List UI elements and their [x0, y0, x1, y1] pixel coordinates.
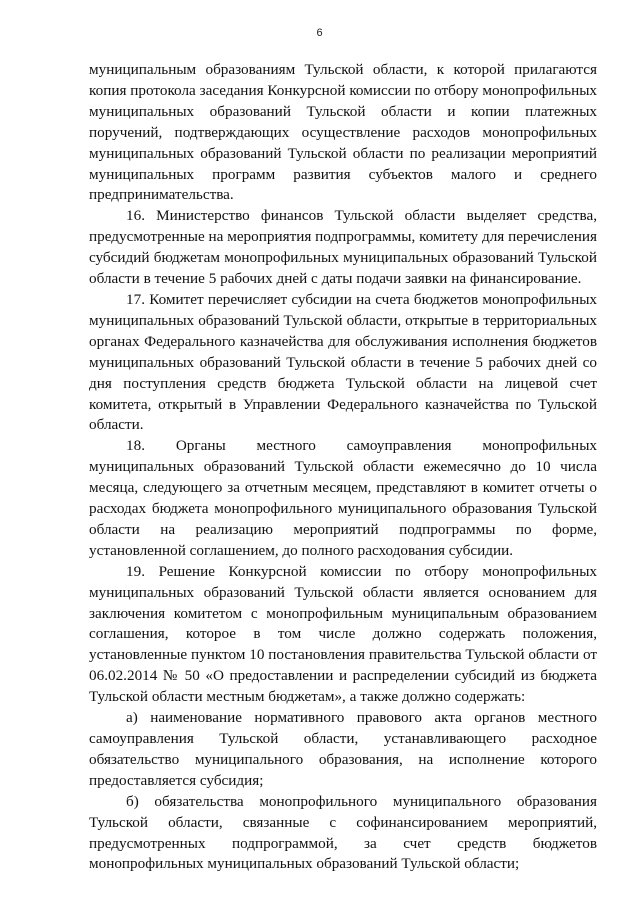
document-body — [89, 60, 597, 875]
paragraph-continuation: муниципальным образованиям Тульской области, к которой прилагаются копия протокола заседания Конкурсной комиссии по отбору монопрофильных муниципальных образований Тульской области и копии платежных поручений, подтверждающих осуществление расходов монопрофильных муниципальных образований Тульской области по реализации мероприятий муниципальных программ развития субъектов малого и среднего предпринимательства. — [89, 61, 597, 204]
paragraph-item-17: 17. Комитет перечисляет субсидии на счета бюджетов монопрофильных муниципальных образований Тульской области, открытые в территориальных органах Федерального казначейства для обслуживания исполнения бюджетов муниципальных образований Тульской области в течение 5 рабочих дней со дня поступления средств бюджета Тульской области на лицевой счет комитета, открытый в Управлении Федерального казначейства по Тульской области. — [89, 290, 597, 434]
paragraph-subitem-b: б) обязательства монопрофильного муниципального образования Тульской области, связанные с софинансированием мероприятий, предусмотренных подпрограммой, за счет средств бюджетов монопрофильных муниципальных образований Тульской области; — [89, 792, 597, 873]
page-number: 6 — [316, 27, 323, 39]
paragraph-item-16: 16. Министерство финансов Тульской области выделяет средства, предусмотренные на мероприятия подпрограммы, комитету для перечисления субсидий бюджетам монопрофильных муниципальных образований Тульской области в течение 5 рабочих дней с даты подачи заявки на финансирование. — [89, 207, 597, 288]
paragraph-subitem-a: а) наименование нормативного правового акта органов местного самоуправления Тульской области, устанавливающего расходное обязательство муниципального образования, на исполнение которого предоставляется субсидия; — [89, 709, 597, 789]
paragraph-item-19: 19. Решение Конкурсной комиссии по отбору монопрофильных муниципальных образований Тульской области является основанием для заключения комитетом с монопрофильным муниципальным образованием соглашения, которое в том числе должно содержать положения, установленные пунктом 10 постановления правительства Тульской области от 06.02.2014 № 50 «О предоставлении и распределении субсидий из бюджета Тульской области местным бюджетам», а также должно содержать: — [89, 562, 597, 706]
paragraph-item-18: 18. Органы местного самоуправления монопрофильных муниципальных образований Тульской области ежемесячно до 10 числа месяца, следующего за отчетным месяцем, представляют в комитет отчеты о расходах бюджета монопрофильного муниципального образования Тульской области на реализацию мероприятий подпрограммы по форме, установленной соглашением, до полного расходования субсидии. — [89, 437, 597, 559]
